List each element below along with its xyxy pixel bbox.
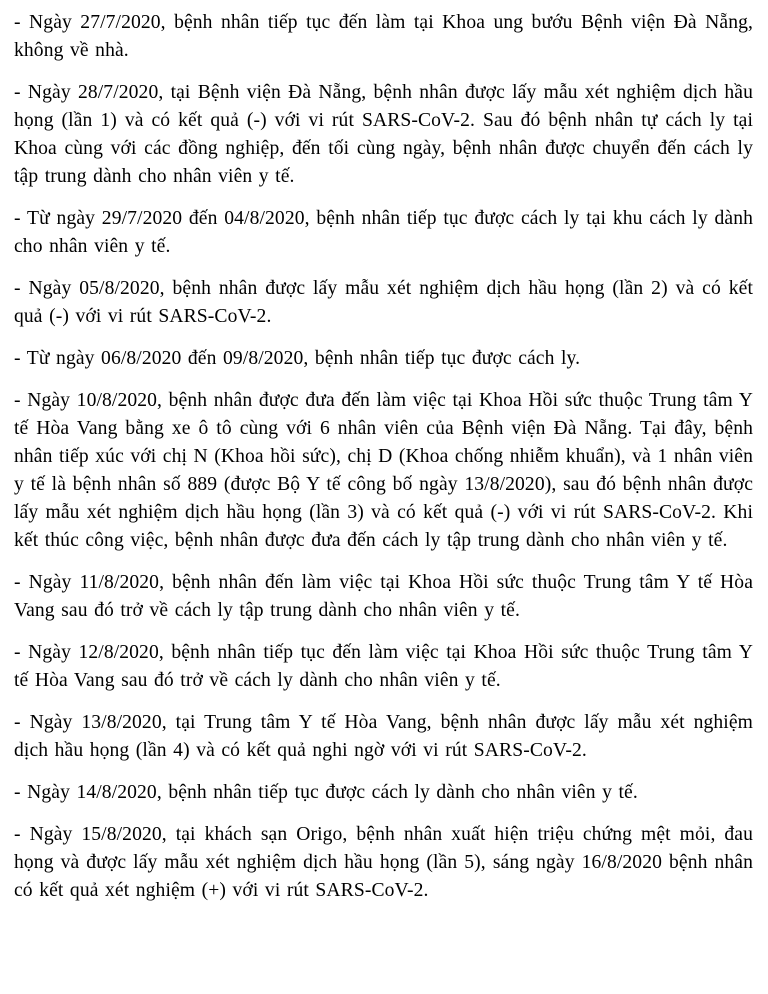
timeline-entry-2020-08-11: - Ngày 11/8/2020, bệnh nhân đến làm việc tại Khoa Hồi sức thuộc Trung tâm Y tế Hòa Vang sau đó trở về cách ly tập trung dành cho nhân viên y tế. (14, 572, 753, 621)
timeline-entry-2020-08-13: - Ngày 13/8/2020, tại Trung tâm Y tế Hòa Vang, bệnh nhân được lấy mẫu xét nghiệm dịch hầu họng (lần 4) và có kết quả nghi ngờ với vi rút SARS-CoV-2. (14, 712, 753, 761)
timeline-entry-2020-07-29-to-08-04: - Từ ngày 29/7/2020 đến 04/8/2020, bệnh nhân tiếp tục được cách ly tại khu cách ly dành cho nhân viên y tế. (14, 208, 753, 257)
timeline-entry-2020-07-27: - Ngày 27/7/2020, bệnh nhân tiếp tục đến làm tại Khoa ung bướu Bệnh viện Đà Nẵng, không về nhà. (14, 12, 753, 61)
timeline-entry-2020-07-28: - Ngày 28/7/2020, tại Bệnh viện Đà Nẵng, bệnh nhân được lấy mẫu xét nghiệm dịch hầu họng (lần 1) và có kết quả (-) với vi rút SARS-CoV-2. Sau đó bệnh nhân tự cách ly tại Khoa cùng với các đồng nghiệp, đến tối cùng ngày, bệnh nhân được chuyển đến cách ly tập trung dành cho nhân viên y tế. (14, 82, 753, 187)
timeline-entry-2020-08-05: - Ngày 05/8/2020, bệnh nhân được lấy mẫu xét nghiệm dịch hầu họng (lần 2) và có kết quả (-) với vi rút SARS-CoV-2. (14, 278, 753, 327)
timeline-entry-2020-08-15: - Ngày 15/8/2020, tại khách sạn Origo, bệnh nhân xuất hiện triệu chứng mệt mỏi, đau họng và được lấy mẫu xét nghiệm dịch hầu họng (lần 5), sáng ngày 16/8/2020 bệnh nhân có kết quả xét nghiệm (+) với vi rút SARS-CoV-2. (14, 824, 753, 901)
timeline-entry-2020-08-10: - Ngày 10/8/2020, bệnh nhân được đưa đến làm việc tại Khoa Hồi sức thuộc Trung tâm Y tế Hòa Vang bằng xe ô tô cùng với 6 nhân viên của Bệnh viện Đà Nẵng. Tại đây, bệnh nhân tiếp xúc với chị N (Khoa hồi sức), chị D (Khoa chống nhiễm khuẩn), và 1 nhân viên y tế là bệnh nhân số 889 (được Bộ Y tế công bố ngày 13/8/2020), sau đó bệnh nhân được lấy mẫu xét nghiệm dịch hầu họng (lần 3) và có kết quả (-) với vi rút SARS-CoV-2. Khi kết thúc công việc, bệnh nhân được đưa đến cách ly tập trung dành cho nhân viên y tế. (14, 390, 753, 551)
timeline-entry-2020-08-12: - Ngày 12/8/2020, bệnh nhân tiếp tục đến làm việc tại Khoa Hồi sức thuộc Trung tâm Y tế Hòa Vang sau đó trở về cách ly dành cho nhân viên y tế. (14, 642, 753, 691)
timeline-entry-2020-08-14: - Ngày 14/8/2020, bệnh nhân tiếp tục được cách ly dành cho nhân viên y tế. (14, 782, 638, 803)
timeline-entry-2020-08-06-to-08-09: - Từ ngày 06/8/2020 đến 09/8/2020, bệnh nhân tiếp tục được cách ly. (14, 348, 581, 369)
